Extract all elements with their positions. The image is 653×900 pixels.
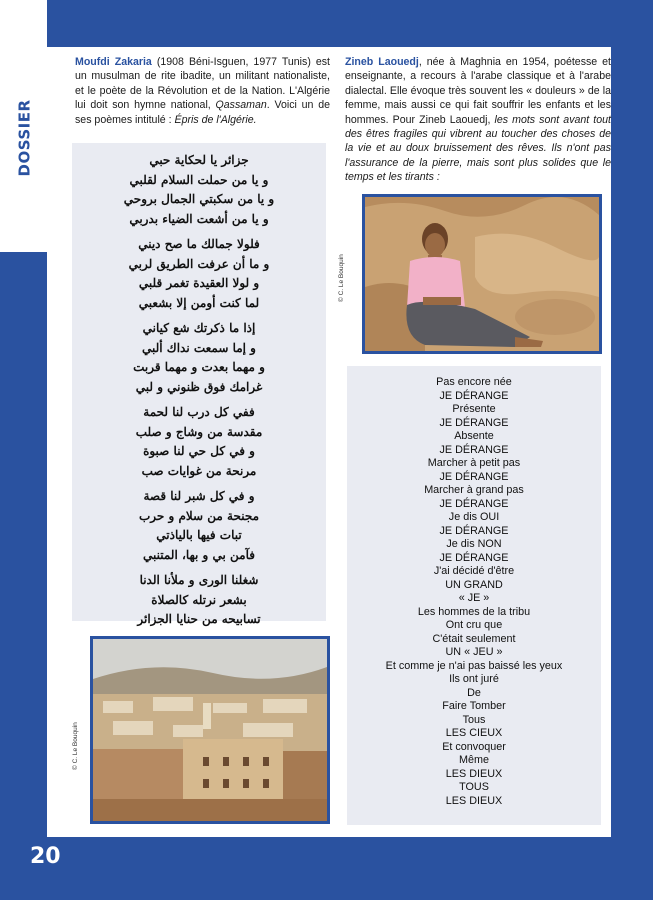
arabic-stanza-3: إذا ما ذكرتك شع كياني و إما سمعت نداك ألبي و مهما بعدت و مهما قربت غرامك فوق ظنوني و لبي (133, 321, 265, 394)
section-label: DOSSIER (15, 99, 34, 177)
intro-zineb-laouedj: Zineb Laouedj, née à Maghnia en 1954, poétesse et enseignante, a recours à l'arabe classique et à l'arabe dialectal. Elle évoque très souvent les « douleurs » de la femme, mais aussi ce qui fait souffrir les enfants et les hommes. Pour Zineb Laouedj, les mots sont avant tout des êtres fragiles qui vibrent au toucher des choses de la vie et au doux bruissement des rêves. Ils n'ont pas l'assurance de la pierre, mais sont plus solides que le temps et les tirants : (345, 56, 611, 184)
intro-moufdi-zakaria: Moufdi Zakaria (1908 Béni-Isguen, 1977 Tunis) est un musulman de rite ibadite, un militant nationaliste, et le poète de la Révolution et de la Nation. L'Algérie lui doit son hymne national, Qassaman. Voici un de ses poèmes intitulé : Épris de l'Algérie. (75, 56, 331, 126)
photo-town (90, 636, 330, 824)
arabic-stanza-2: فلولا جمالك ما صح ديني و ما أن عرفت الطريق لربي و لولا العقيدة تغمر قلبي لما كنت أومن إلا بشعبي (128, 237, 270, 310)
photo-credit-1: © C. Le Bouquin (338, 254, 345, 302)
author-quote: les mots sont avant tout des êtres fragiles qui vibrent au toucher des choses de la vie et au doux bruissement des rêves. Ils n'ont pas l'assurance de la pierre, mais sont plus solides que le temps et les tirants : (345, 113, 611, 184)
arabic-stanza-4: ففي كل درب لنا لحمة مقدسة من وشاج و صلب و في كل حي لنا صبوة مرنحة من غوايات صب (135, 405, 263, 478)
photo-town-image (93, 639, 327, 821)
author-name-zakaria: Moufdi Zakaria (75, 56, 152, 68)
photo-girl (362, 194, 602, 354)
poem-title: Épris de l'Algérie. (174, 113, 257, 126)
page-number: 20 (30, 844, 61, 869)
arabic-poem-box (72, 143, 326, 626)
french-poem-box (347, 366, 601, 825)
arabic-stanza-1: جزائر يا لحكاية حبي و يا من حملت السلام لقلبي و يا من سكبتي الجمال بروحي و يا من أشعت الضياء بدربي (123, 153, 275, 226)
author-name-laouedj: Zineb Laouedj (345, 56, 419, 68)
photo-credit-2: © C. Le Bouquin (72, 722, 79, 770)
section-tab (0, 0, 47, 252)
arabic-stanza-5: و في كل شبر لنا قصة مجنحة من سلام و حرب تبات فيها بالياذتي فآمن بي و بها، المتنبي (138, 489, 260, 562)
french-poem-text: Pas encore née JE DÉRANGE Présente JE DÉRANGE Absente JE DÉRANGE Marcher à petit pas JE DÉRANGE Marcher à grand pas JE DÉRANGE Je dis OUI JE DÉRANGE Je dis NON JE DÉRANGE J'ai décidé d'être UN GRAND « JE » Les hommes de la tribu Ont cru que C'était seulement UN « JEU » Et comme je n'ai pas baissé les yeux Ils ont juré De Faire Tomber Tous LES CIEUX Et convoquer Même LES DIEUX TOUS LES DIEUX (385, 376, 563, 807)
photo-girl-image (365, 197, 599, 351)
arabic-stanza-6: شغلنا الورى و ملأنا الدنا بشعر نرتله كالصلاة تسابيحه من حنايا الجزائر (137, 573, 261, 626)
anthem-title: Qassaman (215, 99, 267, 112)
